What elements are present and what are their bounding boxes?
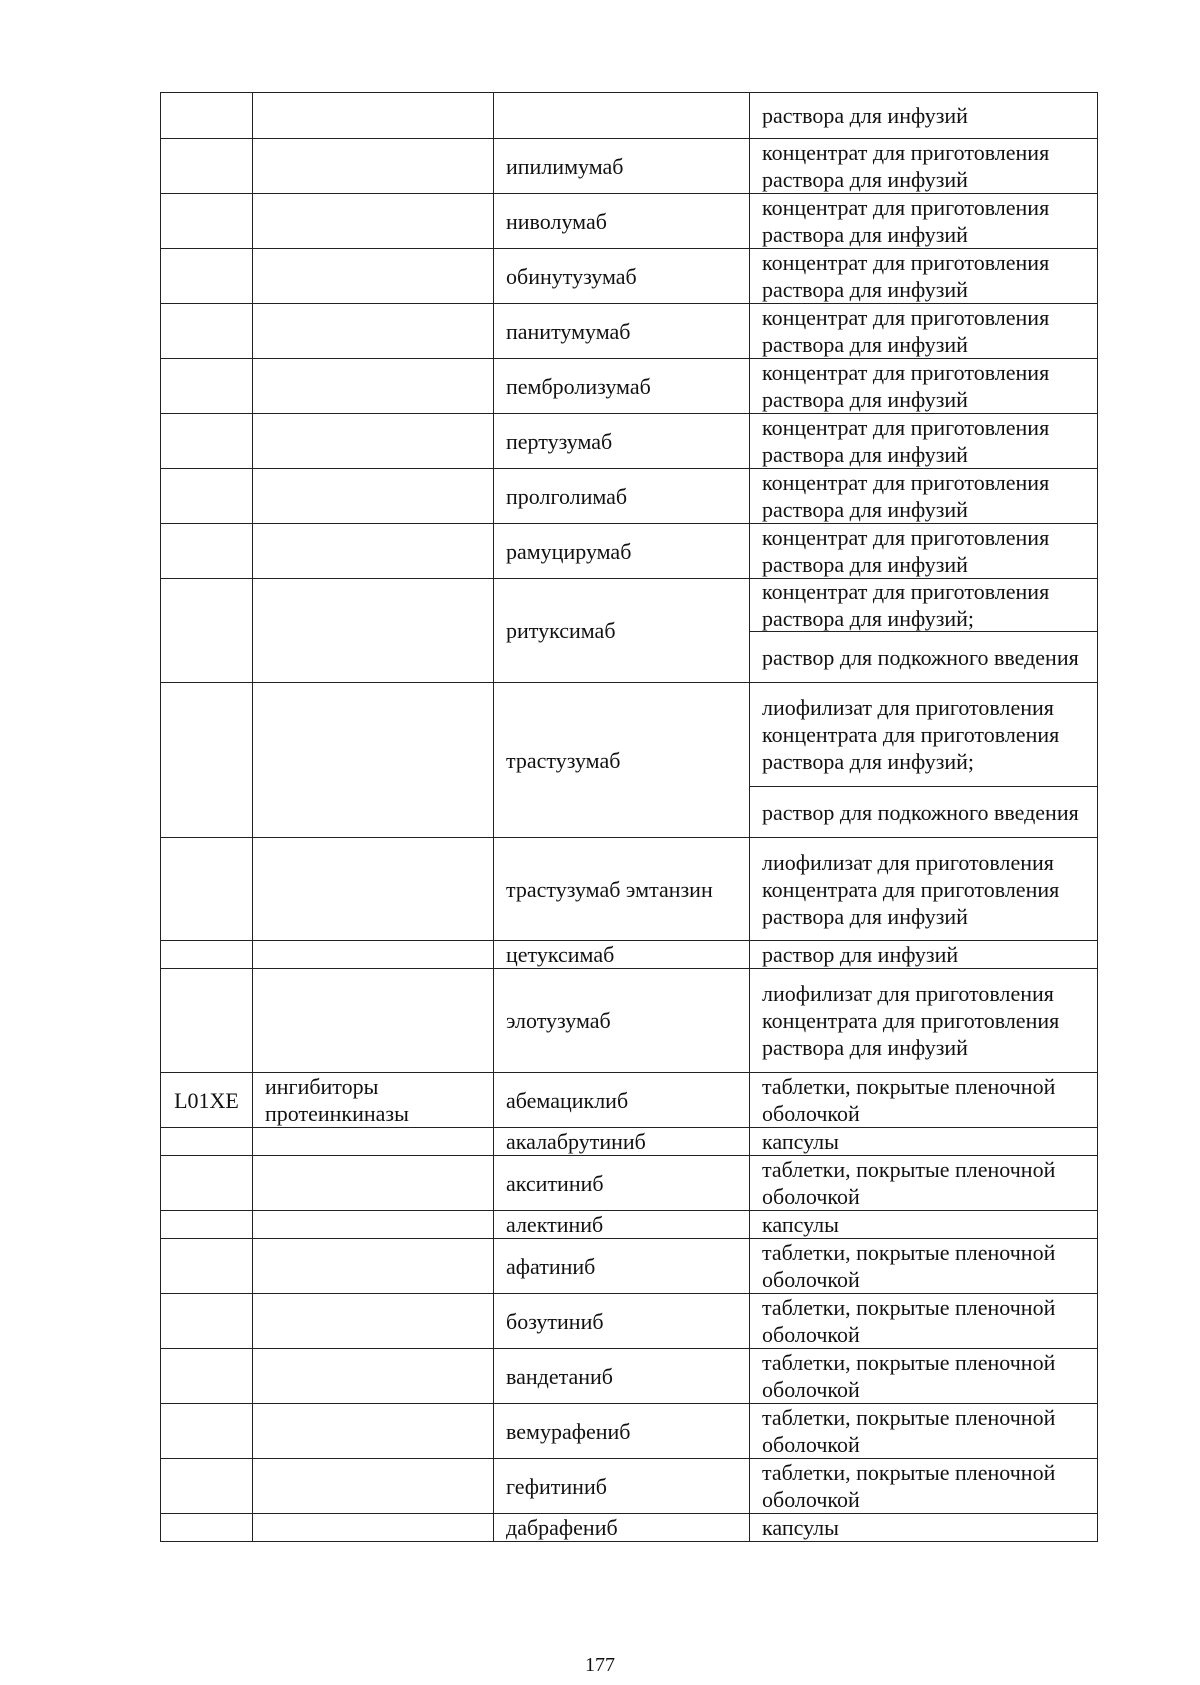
group-cell — [253, 194, 494, 249]
code-cell — [161, 579, 253, 683]
name-cell: акситиниб — [494, 1156, 750, 1211]
form-text: лиофилизат для приготовления концентрата для приготовления раствора для инфузий; — [762, 695, 1060, 774]
table-row — [161, 1128, 1098, 1156]
group-cell — [253, 1128, 494, 1156]
form-text: концентрат для приготовления раствора для инфузий — [762, 470, 1050, 522]
form-text: концентрат для приготовления раствора для инфузий — [762, 195, 1050, 247]
code-cell — [161, 1349, 253, 1404]
code-cell — [161, 1404, 253, 1459]
form-cell — [750, 1239, 1098, 1294]
name-cell: вандетаниб — [494, 1349, 750, 1404]
table-row — [161, 1514, 1098, 1542]
name-cell: рамуцирумаб — [494, 524, 750, 579]
group-cell — [253, 1239, 494, 1294]
form-cell — [750, 249, 1098, 304]
table-row — [161, 683, 1098, 838]
name-cell: гефитиниб — [494, 1459, 750, 1514]
code-cell — [161, 249, 253, 304]
group-cell — [253, 579, 494, 683]
form-text: таблетки, покрытые пленочной оболочкой — [762, 1405, 1056, 1457]
form-text: раствора для инфузий — [762, 103, 968, 128]
form-cell — [750, 304, 1098, 359]
code-cell — [161, 1211, 253, 1239]
table-row — [161, 139, 1098, 194]
code-cell — [161, 469, 253, 524]
form-text: таблетки, покрытые пленочной оболочкой — [762, 1295, 1056, 1347]
form-cell — [750, 1404, 1098, 1459]
form-cell — [750, 941, 1098, 969]
form-text: раствор для инфузий — [762, 942, 959, 967]
name-cell: трастузумаб эмтанзин — [494, 838, 750, 941]
table-row — [161, 1073, 1098, 1128]
form-cell — [750, 469, 1098, 524]
group-cell — [253, 249, 494, 304]
table-row — [161, 524, 1098, 579]
table-row — [161, 941, 1098, 969]
name-cell: пертузумаб — [494, 414, 750, 469]
form-text: капсулы — [762, 1212, 839, 1237]
group-cell — [253, 969, 494, 1073]
code-cell — [161, 1156, 253, 1211]
name-cell: панитумумаб — [494, 304, 750, 359]
name-cell — [494, 93, 750, 139]
code-cell — [161, 524, 253, 579]
form-cell — [750, 1459, 1098, 1514]
group-cell — [253, 469, 494, 524]
name-cell: акалабрутиниб — [494, 1128, 750, 1156]
code-cell — [161, 1514, 253, 1542]
group-cell — [253, 1349, 494, 1404]
code-cell — [161, 941, 253, 969]
table-row — [161, 194, 1098, 249]
table-row — [161, 1294, 1098, 1349]
group-cell — [253, 1514, 494, 1542]
form-cell — [750, 1514, 1098, 1542]
form-text: таблетки, покрытые пленочной оболочкой — [762, 1157, 1056, 1209]
page-number: 177 — [585, 1654, 615, 1676]
name-cell: цетуксимаб — [494, 941, 750, 969]
table-row — [161, 1211, 1098, 1239]
form-cell — [750, 579, 1098, 683]
group-cell — [253, 1459, 494, 1514]
form-cell — [750, 1294, 1098, 1349]
name-cell: ритуксимаб — [494, 579, 750, 683]
form-text: концентрат для приготовления раствора для инфузий — [762, 415, 1050, 467]
name-cell: алектиниб — [494, 1211, 750, 1239]
form-text: раствор для подкожного введения — [750, 631, 1097, 682]
table-row — [161, 1349, 1098, 1404]
table-row — [161, 304, 1098, 359]
name-cell: бозутиниб — [494, 1294, 750, 1349]
name-cell: трастузумаб — [494, 683, 750, 838]
table-row — [161, 359, 1098, 414]
form-text: таблетки, покрытые пленочной оболочкой — [762, 1074, 1056, 1126]
form-text: таблетки, покрытые пленочной оболочкой — [762, 1460, 1056, 1512]
form-text: таблетки, покрытые пленочной оболочкой — [762, 1240, 1056, 1292]
form-cell — [750, 1073, 1098, 1128]
table-body — [161, 93, 1098, 1542]
group-cell — [253, 1404, 494, 1459]
form-cell — [750, 1211, 1098, 1239]
form-text: капсулы — [762, 1515, 839, 1540]
form-cell — [750, 1349, 1098, 1404]
name-cell: дабрафениб — [494, 1514, 750, 1542]
code-cell — [161, 1239, 253, 1294]
code-cell — [161, 304, 253, 359]
code-cell — [161, 139, 253, 194]
form-text: концентрат для приготовления раствора для инфузий — [762, 250, 1050, 302]
code-cell — [161, 359, 253, 414]
group-cell — [253, 683, 494, 838]
name-cell: элотузумаб — [494, 969, 750, 1073]
table-row — [161, 414, 1098, 469]
table-row — [161, 249, 1098, 304]
group-cell — [253, 941, 494, 969]
table-row — [161, 1239, 1098, 1294]
group-cell — [253, 414, 494, 469]
code-cell — [161, 1128, 253, 1156]
name-cell: ниволумаб — [494, 194, 750, 249]
table-row — [161, 838, 1098, 941]
group-cell — [253, 1211, 494, 1239]
name-cell: пролголимаб — [494, 469, 750, 524]
name-cell: абемациклиб — [494, 1073, 750, 1128]
code-cell: L01XE — [161, 1073, 253, 1128]
table-row — [161, 469, 1098, 524]
form-text: лиофилизат для приготовления концентрата для приготовления раствора для инфузий — [762, 981, 1060, 1060]
form-cell — [750, 1156, 1098, 1211]
form-cell — [750, 414, 1098, 469]
form-text: лиофилизат для приготовления концентрата для приготовления раствора для инфузий — [762, 849, 1060, 929]
form-cell — [750, 683, 1098, 838]
form-cell — [750, 93, 1098, 139]
medication-table — [160, 92, 1098, 1542]
name-cell: обинутузумаб — [494, 249, 750, 304]
table-row — [161, 969, 1098, 1073]
table-row — [161, 579, 1098, 683]
group-cell — [253, 93, 494, 139]
group-cell — [253, 139, 494, 194]
group-cell — [253, 359, 494, 414]
group-cell — [253, 304, 494, 359]
code-cell — [161, 1294, 253, 1349]
table-row — [161, 1459, 1098, 1514]
form-cell — [750, 838, 1098, 941]
code-cell — [161, 414, 253, 469]
name-cell: пембролизумаб — [494, 359, 750, 414]
form-text: капсулы — [762, 1129, 839, 1154]
code-cell — [161, 93, 253, 139]
form-text: концентрат для приготовления раствора для инфузий — [762, 525, 1050, 577]
code-cell — [161, 194, 253, 249]
form-text: таблетки, покрытые пленочной оболочкой — [762, 1350, 1056, 1402]
form-text: концентрат для приготовления раствора для инфузий — [762, 140, 1050, 192]
group-cell — [253, 1156, 494, 1211]
form-cell — [750, 139, 1098, 194]
form-cell — [750, 194, 1098, 249]
form-text: раствор для подкожного введения — [750, 786, 1097, 837]
name-cell: вемурафениб — [494, 1404, 750, 1459]
group-cell — [253, 524, 494, 579]
continuation-row — [161, 93, 1098, 139]
form-cell — [750, 524, 1098, 579]
group-cell — [253, 1294, 494, 1349]
form-cell — [750, 1128, 1098, 1156]
table-row — [161, 1156, 1098, 1211]
code-cell — [161, 1459, 253, 1514]
form-cell — [750, 969, 1098, 1073]
table-row — [161, 1404, 1098, 1459]
code-cell — [161, 683, 253, 838]
form-text: концентрат для приготовления раствора для инфузий; — [762, 579, 1050, 631]
group-cell — [253, 838, 494, 941]
name-cell: афатиниб — [494, 1239, 750, 1294]
group-cell: ингибиторы протеинкиназы — [253, 1073, 494, 1128]
code-cell — [161, 838, 253, 941]
form-cell — [750, 359, 1098, 414]
form-text: концентрат для приготовления раствора для инфузий — [762, 305, 1050, 357]
code-cell — [161, 969, 253, 1073]
form-text: концентрат для приготовления раствора для инфузий — [762, 360, 1050, 412]
name-cell: ипилимумаб — [494, 139, 750, 194]
